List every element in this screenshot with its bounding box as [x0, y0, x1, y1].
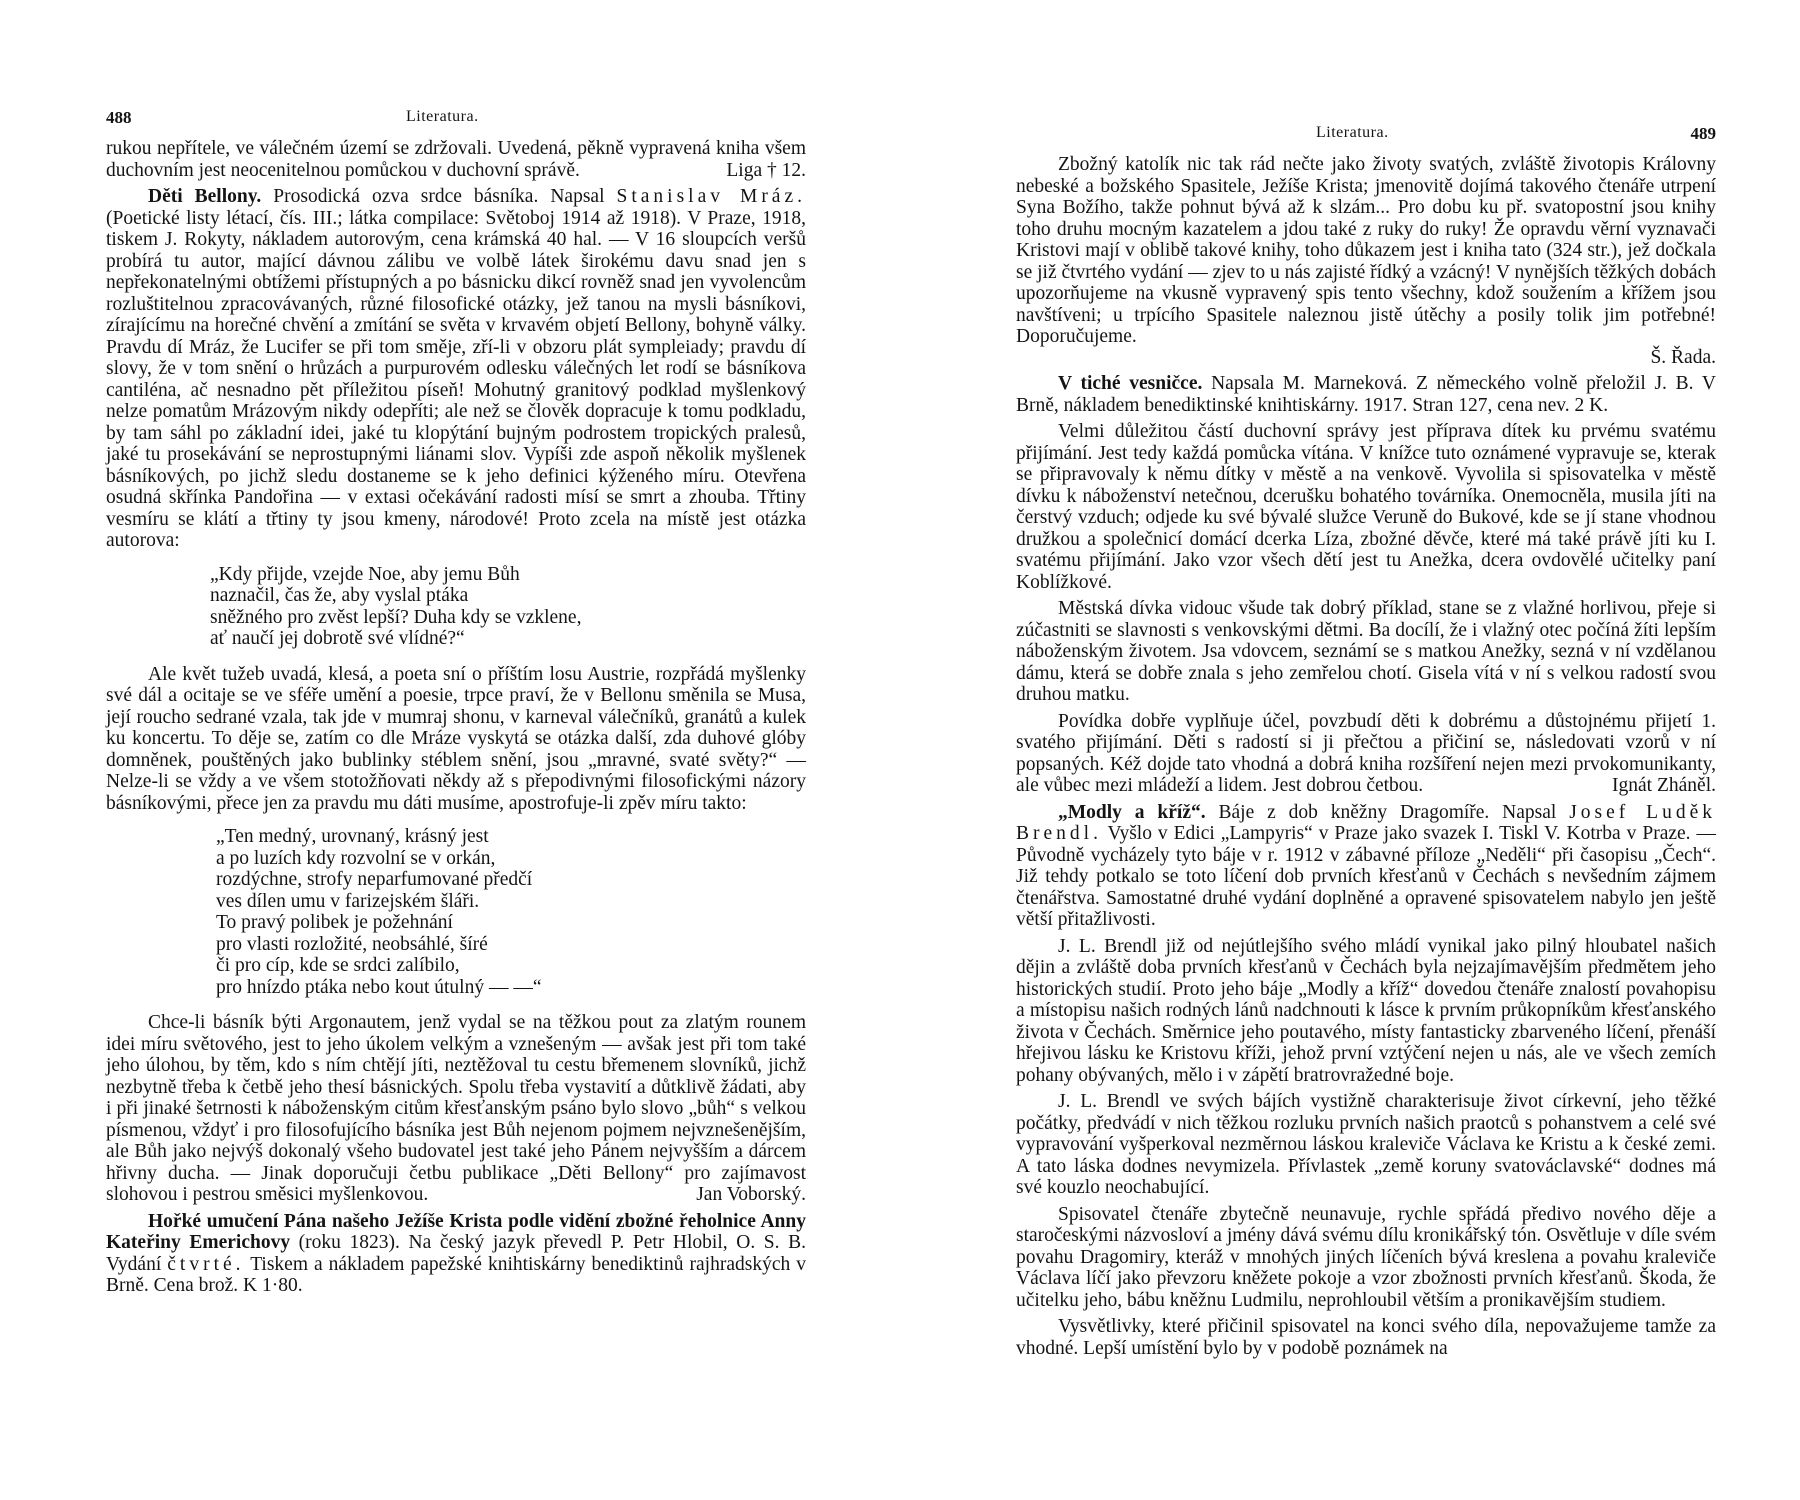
right-paragraph-2: Velmi důležitou částí duchovní správy jest příprava dítek ku prvému svatému přijímání. Jest tedy každá pomůcka vítána. V knížce tuto oznámené vypravuje se, kterak se připravovaly k němu dítky v městě a na venkově. Vyvolila si spisovatelka v městě dívku k náboženství netečnou, dcerušku bohatého továrníka. Onemocněla, musila jíti na čerstvý vzduch; odjede ku své bývalé služce Veruně do Bukové, kde se jí stane vhodnou družkou a společnicí domácí dcerka Líza, zbožné děvče, které má také právě jíti ku I. svatému přijímání. Jako vzor všech dětí jest tu Anežka, dcera ovdovělé učitelky paní Koblížkové. [1016, 421, 1716, 593]
review-horke-umuceni [106, 1211, 806, 1297]
left-page-body [106, 138, 806, 1297]
review-lead-deti-bellony: Prosodická ozva srdce básníka. Napsal [261, 186, 617, 207]
left-paragraph-3 [106, 1012, 806, 1206]
review-title-v-tiche-vesnicce: V tiché vesničce. [1058, 373, 1203, 394]
left-running-title: Literatura. [406, 108, 479, 125]
poem-line: pro hnízdo ptáka nebo kout útulný — —“ [216, 976, 542, 998]
poem-line: sněžného pro zvěst lepší? Duha kdy se vzklene, [210, 606, 582, 628]
review-text-horke-umuceni-b: Tiskem a nákladem papežské knihtiskárny benediktinů rajhradských v Brně. Cena brož. K 1·80. [106, 1253, 806, 1296]
left-paragraph-1-text: rukou nepřítele, ve válečném území se zdržovali. Uvedená, pěkně vypravená kniha všem duchovním jest neocenitelnou pomůckou v duchovní správě. [106, 138, 806, 181]
poem-line: ať naučí jej dobrotě své vlídné?“ [210, 628, 465, 649]
poem-line: naznačil, čas že, aby vyslal ptáka [210, 585, 469, 606]
review-modly-a-kriz [1016, 802, 1716, 931]
signature-jan-voborsky: Jan Voborský. [696, 1184, 806, 1205]
right-paragraph-4 [1016, 711, 1716, 797]
poem-quote-2 [216, 826, 806, 998]
author-stanislav-mraz: Stanislav Mráz. [616, 186, 806, 207]
signature-s-rada: Š. Řada. [1650, 346, 1716, 368]
poem-line: To pravý polibek je požehnání [216, 912, 453, 933]
review-lead-modly-a-kriz: Báje z dob kněžny Dragomíře. Napsal [1205, 801, 1570, 823]
right-paragraph-4-text: Povídka dobře vyplňuje účel, povzbudí děti k dobrému a důstojnému přijetí 1. svatého přijímání. Děti s radostí si ji přečtou a přičiní se, následovati vzorů v ní popsaných. Kéž dojde tato vhodná a dobrá kniha rozšíření nejen mezi prvokomunikanty, ale vůbec mezi mládeží a lidem. Jest dobrou četbou. [1016, 710, 1716, 796]
left-paragraph-3-text: Chce-li básník býti Argonautem, jenž vydal se na těžkou pout za zlatým rounem idei míru světového, jest to jeho úkolem velkým a vznešeným — avšak jest při tom také jeho úlohou, by těm, kdo s ním chtějí jíti, neztěžoval tu cestu břemenem slovníků, jichž nezbytně třeba k četbě jeho thesí básnických. Spolu třeba vystavití a důtklivě žádati, aby i při jinaké šetrnosti k náboženským citům křesťanským psáno bylo slovo „bůh“ s velkou písmenou, vždyť i pro filosofujícího básníka jest Bůh nejenom pojmem nejvznešenějším, ale Bůh jako nejvýš dokonalý všeho budovatel jest také jeho Pánem nejvyšším a dárcem hřivny ducha. — Jinak doporučuji četbu publikace „Děti Bellony“ pro zajímavost slohovou i pestrou směsici myšlenkovou. [106, 1012, 806, 1205]
right-running-title: Literatura. [1316, 124, 1389, 141]
review-text-modly-a-kriz: Vyšlo v Edici „Lampyris“ v Praze jako svazek I. Tiskl V. Kotrba v Praze. — Původně vycházely tyto báje v r. 1912 v zábavné příloze „Neděli“ při časopisu „Čech“. Již tehdy potkalo se toto líčení dob prvních křesťanů v Čechách s nevšedním zájmem čtenářstva. Samostatné druhé vydání doplněné a opravené spisovatelem nabylo jen ještě větší přitažlivosti. [1016, 823, 1716, 930]
right-page-number: 489 [1690, 124, 1716, 143]
right-paragraph-8: Vysvětlivky, které přičinil spisovatel na konci svého díla, nepovažujeme tamže za vhodné. Lepší umístění bylo by v podobě poznámek na [1016, 1316, 1716, 1359]
right-page-body [1016, 154, 1716, 1359]
signature-liga: Liga † 12. [726, 159, 806, 181]
right-paragraph-3: Městská dívka vidouc všude tak dobrý příklad, stane se z vlažné horlivou, přeje si zúčastniti se slavnosti s venkovskými dětmi. Ba docílí, že i vlažný otec počíná žíti lepším náboženským životem. Jsa vdovcem, seznámí se s matkou Anežky, sezná v ní vzdělanou dámu, která se dobře znala s jeho zemřelou chotí. Gisela vítá v ní s velkou radostí svou druhou matku. [1016, 598, 1716, 705]
poem-line: a po luzích kdy rozvolní se v orkán, [216, 847, 496, 869]
right-paragraph-5: J. L. Brendl již od nejútlejšího svého mládí vynikal jako pilný hloubatel našich dějin a zvláště doba prvních křesťanů v Čechách byla nejzajímavějším předmětem jeho historických studií. Proto jeho báje „Modly a kříž“ dovedou čtenáře znalostí povahopisu a místopisu našich rodných lánů nadchnouti k lásce k prvním průkopníkům křesťanského života v Čechách. Směrnice jeho poutavého, místy fantasticky zbarveného líčení, přenáší hřejivou lásku ke Kristovu kříži, jehož první vztýčení nejen u nás, ale ve všech zemích pohany obývaných, mělo i v zápětí bratrovražedné boje. [1016, 935, 1716, 1086]
left-paragraph-1 [106, 138, 806, 181]
review-lead-v-tiche-vesnicce: Napsala M. Marneková. Z německého volně přeložil J. B. V Brně, nákladem benediktinské knihtiskárny. 1917. Stran 127, cena nev. 2 K. [1016, 373, 1716, 416]
review-title-horke-umuceni: Hořké umučení Pána našeho Ježíše Krista podle vidění zbožné řeholnice Anny Kateřiny Emerichovy [106, 1210, 806, 1253]
author-josef-ludek-brendl: Josef Luděk Brendl. [1016, 801, 1716, 844]
poem-line: ves dílen umu v farizejském šláři. [216, 890, 480, 912]
left-running-head [106, 108, 806, 138]
signature-ignat-zhanel: Ignát Zháněl. [1612, 775, 1716, 796]
poem-line: či pro cíp, kde se srdci zalíbilo, [216, 955, 460, 976]
right-running-head [1016, 124, 1716, 154]
review-title-modly-a-kriz: „Modly a kříž“. [1058, 801, 1206, 823]
poem-line: „Kdy přijde, vzejde Noe, aby jemu Bůh [210, 563, 520, 585]
review-deti-bellony [106, 186, 806, 552]
right-paragraph-7: Spisovatel čtenáře zbytečně neunavuje, rychle spřádá předivo nového děje a staročeskými názvosloví a jmény dává svému dílu kronikářský tón. Osvětluje v díle svém povahu Dragomiry, kteráž v mnohých jiných líčeních bývá kreslena a povahu kraleviče Václava líčí jako převzoru kněžete pokoje a vzor zbožnosti prvních křesťanů. Škoda, že učitelku jeho, bábu kněžnu Ludmilu, neprohloubil větším a pronikavějším studiem. [1016, 1203, 1716, 1311]
left-page [106, 0, 806, 1302]
poem-line: pro vlasti rozložité, neobsáhlé, šíré [216, 933, 488, 955]
right-paragraph-1-text: Zbožný katolík nic tak rád nečte jako životy svatých, zvláště životopis Královny nebeské a božského Spasitele, Ježíše Krista; jmenovitě dojímá takového čtenáře utrpení Syna Božího, takže pohnut bývá až k slzám... Pro dobu ku př. svatopostní jsou knihy toho druhu mocným kazatelem a jdou také z ruky do ruky! Že opravdu věrní vyznavači Kristovi mají v oblibě takové knihy, toho důkazem jest i kniha tato (324 str.), jež dočkala se již čtvrtého vydání — zjev to u nás zajisté řídký a vzácný! V nynějších těžkých dobách upozorňujeme na vkusně vypravený spis tento všechny, kdož soužením a křížem jsou navštíveni; u trpícího Spasitele naleznou jistě útěchy a posily tolik jim potřebné! Doporučujeme. [1016, 154, 1716, 347]
poem-line: „Ten medný, urovnaný, krásný jest [216, 826, 489, 847]
edition-ctvrte: čtvrté. [167, 1253, 245, 1275]
review-text-horke-umuceni-a: (roku 1823). Na český jazyk převedl P. Petr Hlobil, O. S. B. Vydání [106, 1232, 806, 1275]
right-page [1016, 0, 1716, 1364]
right-paragraph-1 [1016, 154, 1716, 368]
right-paragraph-6: J. L. Brendl ve svých bájích vystižně charakterisuje život církevní, jeho těžké počátky, předvádí v nich těžkou rozluku prvních našich praotců s pohanstvem a celé své vypravování vyšperkoval nezměrnou láskou kraleviče Václava ke Kristu a k české zemi. A tato láska dodnes nevymizela. Přívlastek „země koruny svatováclavské“ dodnes má své kouzlo neochabující. [1016, 1091, 1716, 1198]
left-paragraph-2: Ale květ tužeb uvadá, klesá, a poeta sní o příštím losu Austrie, rozpřádá myšlenky své dál a ocitaje se ve sféře umění a poesie, trpce praví, že v Bellonu směnila se Musa, její roucho sedrané vzala, tak jde v mumraj shonu, v karneval válečníků, granátů a kulek ku koncertu. To děje se, zatím co dle Mráze vyskytá se otázka další, zda duhové glóby domněnek, pouštěných jako bublinky stéblem snění, jsou „mravné, svaté světy?“ — Nelze-li se vždy a ve všem stotožňovati někdy až s přepodivnými filosofickými názory básníkovými, přece jen za pravdu mu dáti musíme, apostrofuje-li zpěv míru takto: [106, 663, 806, 814]
review-title-deti-bellony: Děti Bellony. [148, 186, 262, 207]
left-page-number: 488 [106, 108, 132, 127]
poem-quote-1 [210, 564, 806, 650]
review-text-deti-bellony: (Poetické listy létací, čís. III.; látka compilace: Světoboj 1914 až 1918). V Praze, 1918, tiskem J. Rokyty, nákladem autorovým, cena krámská 40 hal. — V 16 sloupcích veršů probírá tu autor, mající dávnou zálibu ve volbě látek širokému davu snad jen s nepřekonatelnými obtížemi přístupných a po básnicku dikcí rovněž snad jen vyvolencům rozluštitelnou zpracovávaných, různé filosofické otázky, jež tanou na mysli básníkovi, zírajícímu na horečné chvění a zmítání se světa v krvavém objetí Bellony, bohyně války. Pravdu dí Mráz, že Lucifer se při tom směje, zří-li v obzoru plát sympleiady; pravdu dí slovy, že v tom snění o hrůzách a purpurovém odlesku válečných let rodí se básníkova cantiléna, ač nesnadno pět příležitou píseň! Mohutný granitový podklad myšlenkový nelze pomatům Mrázovým nikdy odepříti; ale než se člověk dopracuje k tomu podkladu, by tam sáhl po základní idei, jaké tu klopýtání bujným podrostem tropických pralesů, jaké tu prosekávání se neprostupnými liánami slov. Vypíši zde aspoň několik myšlenek básníkových, po jichž sledu dostaneme se k jeho definici kýženého míru. Otevřena osudná skřínka Pandořina — v extasi očekávání radosti mísí se smrt a zhouba. Třtiny vesmíru se klátí a třtiny ty jsou kmeny, národové! Proto zcela na místě jest otázka autorova: [106, 207, 806, 551]
review-v-tiche-vesnicce [1016, 373, 1716, 416]
poem-line: rozdýchne, strofy neparfumované předčí [216, 869, 533, 890]
